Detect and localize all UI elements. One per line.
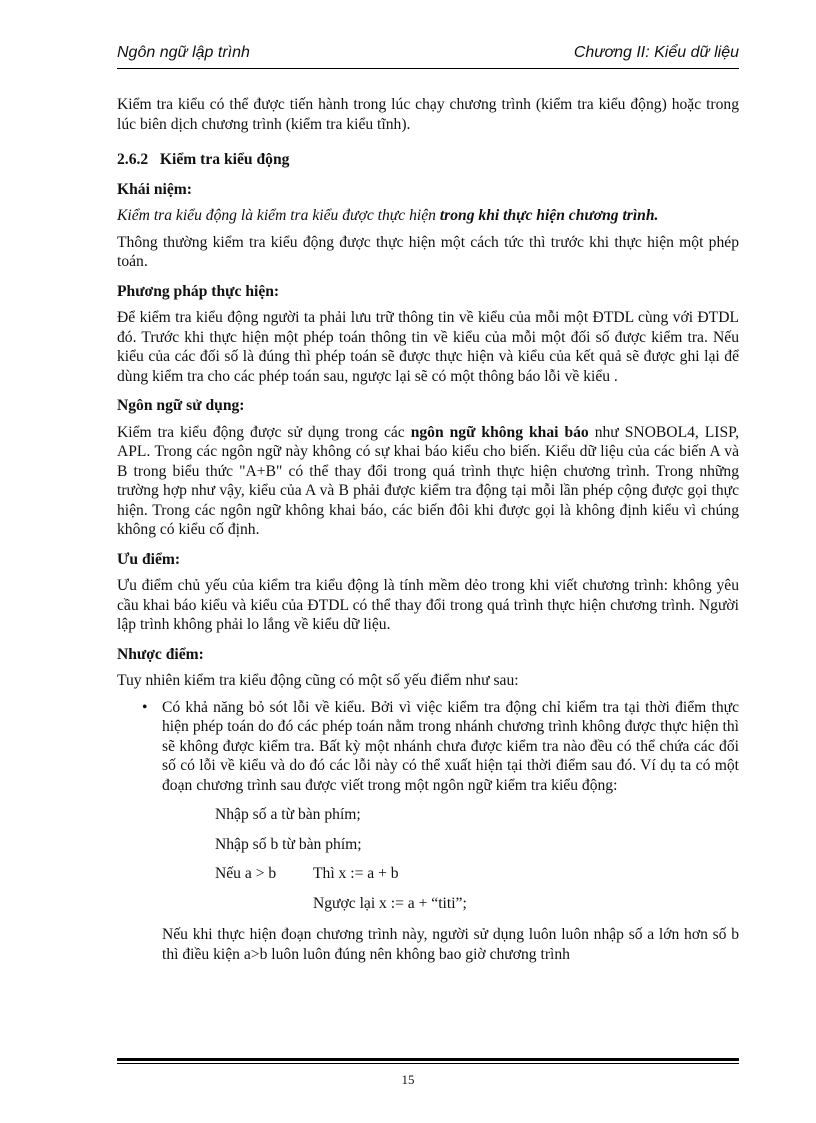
code-line-text: Nhập số a từ bàn phím; [215, 806, 361, 823]
after-code-paragraph: Nếu khi thực hiện đoạn chương trình này, người sử dụng luôn luôn nhập số a lớn hơn số b thì điều kiện a>b luôn luôn đúng nên không bao giờ chương trình [162, 926, 739, 963]
section-heading [117, 150, 739, 170]
usage-emphasis: ngôn ngữ không khai báo [410, 423, 589, 441]
code-then-branch: Thì x := a + b [313, 865, 399, 882]
usage-text-after: như SNOBOL4, LISP, APL. Trong các ngôn ngữ này không có sự khai báo kiểu cho biến. Kiểu dữ liệu của các biến A và B trong biểu thức "A+B" có thể thay đổi trong quá trình thực hiện chương trình. Trong những trường hợp như vậy, kiểu của A và B phải được kiểm tra động tại mỗi lần phép cộng được gọi thực hiện. Trong các ngôn ngữ không khai báo, các biến đôi khi được gọi là không định kiểu vì chúng không có kiểu cố định. [117, 423, 739, 538]
bullet-icon: • [142, 698, 148, 716]
list-item-text: Có khả năng bỏ sót lỗi về kiểu. Bởi vì việc kiểm tra động chỉ kiểm tra tại thời điểm thực hiện phép toán do đó các phép toán nằm trong nhánh chương trình không được thực hiện thì sẽ không được kiểm tra. Bất kỳ một nhánh chưa được kiểm tra nào đều có thể chứa các đối số có lỗi về kiểu và do đó các lỗi này có thể xuất hiện tại thời điểm sau đó. Ví dụ ta có một đoạn chương trình sau được viết trong một ngôn ngữ kiểm tra kiểu động: [162, 698, 739, 794]
advantages-paragraph: Ưu điểm chủ yếu của kiểm tra kiểu động là tính mềm dẻo trong khi viết chương trình: không yêu cầu khai báo kiểu và kiểu của ĐTDL có thể thay đổi trong quá trình thực hiện chương trình. Người lập trình không phải lo lắng về kiểu dữ liệu. [117, 577, 739, 633]
section-title: Kiểm tra kiểu động [159, 151, 290, 168]
header-rule [117, 68, 739, 69]
method-paragraph: Để kiểm tra kiểu động người ta phải lưu trữ thông tin về kiểu của mỗi một ĐTDL cùng với ĐTDL đó. Trước khi thực hiện một phép toán thông tin về kiểu của mỗi một đối số được kiểm tra. Nếu kiểu của các đối số là đúng thì phép toán sẽ được thực hiện và kiểu của kết quả sẽ được ghi lại để dùng kiểm tra cho các phép toán sau, ngược lại sẽ có một thông báo lỗi về kiểu . [117, 309, 739, 385]
page-body [117, 95, 739, 964]
header-chapter-title: Chương II: Kiểu dữ liệu [573, 44, 739, 61]
intro-paragraph: Kiểm tra kiểu có thể được tiến hành trong lúc chạy chương trình (kiểm tra kiểu động) hoặc trong lúc biên dịch chương trình (kiểm tra kiểu tĩnh). [117, 96, 739, 133]
concept-definition-text: Kiểm tra kiểu động là kiểm tra kiểu được thực hiện [117, 207, 440, 224]
code-else-branch: Ngược lại x := a + “titi”; [313, 894, 467, 912]
code-condition: Nếu a > b [215, 865, 277, 882]
footer-rule-thin [117, 1063, 739, 1064]
header-book-title: Ngôn ngữ lập trình [117, 44, 250, 61]
code-block [215, 805, 739, 913]
page-header [117, 38, 739, 68]
list-item [117, 698, 739, 796]
code-line-text: Nhập số b từ bàn phím; [215, 835, 362, 853]
usage-paragraph [117, 423, 739, 540]
method-label: Phương pháp thực hiện: [117, 282, 280, 300]
disadvantages-label: Nhược điểm: [117, 645, 204, 663]
footer-rule-thick [117, 1058, 739, 1061]
concept-label: Khái niệm: [117, 180, 192, 198]
footer-rule [117, 1058, 739, 1064]
usage-label: Ngôn ngữ sử dụng: [117, 397, 245, 414]
concept-definition-emphasis: trong khi thực hiện chương trình. [439, 207, 659, 224]
code-line [215, 894, 739, 914]
code-line [215, 835, 739, 855]
concept-paragraph: Thông thường kiểm tra kiểu động được thực hiện một cách tức thì trước khi thực hiện một phép toán. [117, 233, 739, 270]
section-number: 2.6.2 [117, 151, 149, 168]
disadvantages-intro: Tuy nhiên kiểm tra kiểu động cũng có một số yếu điểm như sau: [117, 672, 519, 689]
advantages-label: Ưu điểm: [117, 550, 181, 568]
code-line [215, 864, 739, 884]
usage-text-before: Kiểm tra kiểu động được sử dụng trong các [117, 423, 411, 441]
page-number: 15 [401, 1072, 415, 1087]
concept-definition [117, 206, 739, 226]
code-line [215, 805, 739, 825]
